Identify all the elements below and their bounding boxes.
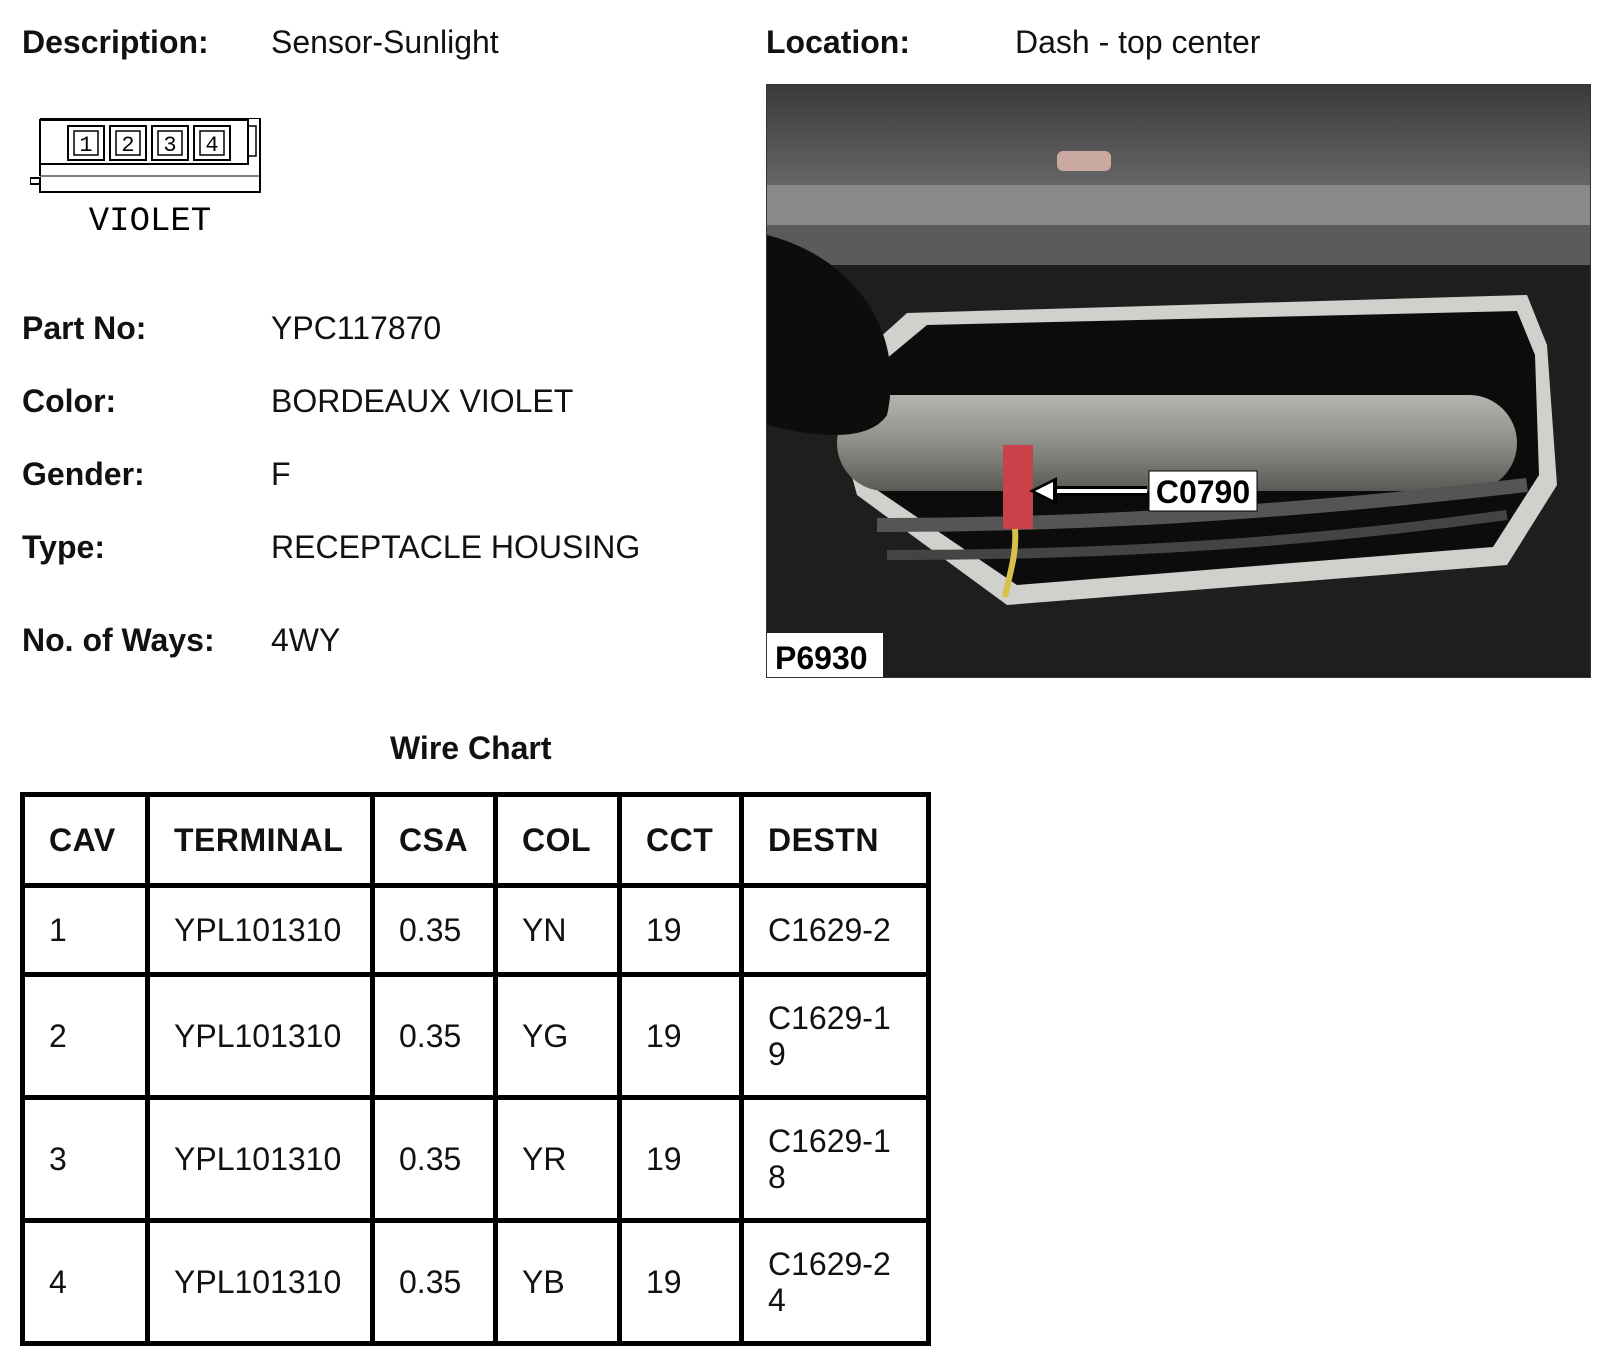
header-cct: CCT: [620, 795, 742, 886]
cell-col: YG: [496, 975, 620, 1098]
cell-col: YB: [496, 1221, 620, 1344]
cavity-3: [152, 126, 188, 160]
ways-value: 4WY: [271, 622, 341, 658]
cell-col: YN: [496, 886, 620, 975]
connector-diagram: [30, 118, 262, 240]
cavity-label: 4: [205, 133, 219, 158]
header-destn: DESTN: [742, 795, 929, 886]
description-value: Sensor-Sunlight: [271, 24, 499, 60]
type-label: Type:: [22, 529, 105, 565]
cavity-1: [68, 126, 104, 160]
header-col: COL: [496, 795, 620, 886]
cell-cav: 1: [23, 886, 148, 975]
cell-terminal: YPL101310: [148, 886, 373, 975]
cell-cav: 3: [23, 1098, 148, 1221]
cell-csa: 0.35: [373, 975, 496, 1098]
cell-terminal: YPL101310: [148, 1098, 373, 1221]
header-cav: CAV: [23, 795, 148, 886]
cell-destn: C1629-18: [742, 1098, 929, 1221]
cell-cav: 2: [23, 975, 148, 1098]
cell-col: YR: [496, 1098, 620, 1221]
table-header-row: [23, 795, 929, 886]
cavity-label: 1: [79, 133, 93, 158]
cell-terminal: YPL101310: [148, 1221, 373, 1344]
table-row: [23, 1098, 929, 1221]
connector-color-label: VIOLET: [88, 203, 212, 240]
cavity-label: 2: [121, 133, 135, 158]
table-row: [23, 975, 929, 1098]
cell-destn: C1629-19: [742, 975, 929, 1098]
cell-destn: C1629-24: [742, 1221, 929, 1344]
photo-id: P6930: [775, 640, 868, 676]
cell-cct: 19: [620, 1221, 742, 1344]
cell-cct: 19: [620, 886, 742, 975]
photo-callout: C0790: [1155, 474, 1251, 510]
color-label: Color:: [22, 383, 117, 419]
table-row: [23, 886, 929, 975]
header-csa: CSA: [373, 795, 496, 886]
description-label: Description:: [22, 24, 209, 60]
cell-csa: 0.35: [373, 886, 496, 975]
table-row: [23, 1221, 929, 1344]
location-label: Location:: [766, 24, 910, 60]
part-no-value: YPC117870: [271, 310, 442, 346]
wire-chart-title: Wire Chart: [390, 730, 552, 766]
gender-value: F: [271, 456, 291, 492]
part-no-label: Part No:: [22, 310, 147, 346]
cell-csa: 0.35: [373, 1098, 496, 1221]
cavity-4: [194, 126, 230, 160]
ways-label: No. of Ways:: [22, 622, 215, 658]
cell-destn: C1629-2: [742, 886, 929, 975]
wire-chart-table: [20, 792, 931, 1346]
cell-csa: 0.35: [373, 1221, 496, 1344]
cell-cct: 19: [620, 975, 742, 1098]
cell-terminal: YPL101310: [148, 975, 373, 1098]
cavity-2: [110, 126, 146, 160]
location-photo: [766, 84, 1591, 678]
color-value: BORDEAUX VIOLET: [271, 383, 574, 419]
header-terminal: TERMINAL: [148, 795, 373, 886]
cavity-label: 3: [163, 133, 177, 158]
cell-cav: 4: [23, 1221, 148, 1344]
type-value: RECEPTACLE HOUSING: [271, 529, 641, 565]
gender-label: Gender:: [22, 456, 145, 492]
location-value: Dash - top center: [1015, 24, 1261, 60]
cell-cct: 19: [620, 1098, 742, 1221]
